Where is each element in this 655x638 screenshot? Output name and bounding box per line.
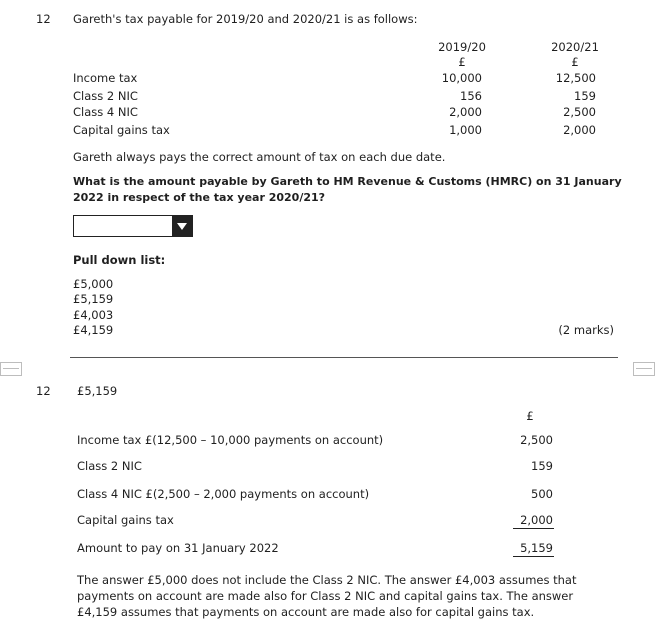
row-label-class2: Class 2 NIC (73, 89, 138, 103)
pulldown-heading: Pull down list: (73, 253, 166, 267)
answer-row-label: Class 4 NIC £(2,500 – 2,000 payments on account) (77, 487, 370, 501)
section-divider (70, 357, 618, 358)
row-value-2020-class2: 159 (574, 89, 596, 103)
row-label-income-tax: Income tax (73, 71, 138, 85)
answer-total-amount: 5,159 (520, 541, 553, 555)
right-gutter-marker (633, 362, 655, 376)
question-intro: Gareth's tax payable for 2019/20 and 2020/21 is as follows: (73, 12, 418, 26)
column-year-2019-20: 2019/20 (438, 40, 486, 54)
row-label-class4: Class 4 NIC (73, 105, 138, 119)
subtotal-underline (513, 528, 554, 529)
answer-currency: £ (526, 409, 534, 423)
question-prompt-line2: 2022 in respect of the tax year 2020/21? (73, 191, 326, 204)
row-value-2020-class4: 2,500 (563, 105, 596, 119)
explanation-line2: payments on account are made also for Class 2 NIC and capital gains tax. The answer (77, 589, 574, 603)
marks: (2 marks) (558, 323, 614, 337)
explanation-line3: £4,159 assumes that payments on account are made also for capital gains tax. (77, 605, 535, 619)
column-unit-2019-20: £ (458, 55, 466, 69)
total-underline (513, 556, 554, 557)
answer-row-amount: 2,500 (520, 433, 553, 447)
column-year-2020-21: 2020/21 (551, 40, 599, 54)
question-prompt-line1: What is the amount payable by Gareth to HM Revenue & Customs (HMRC) on 31 January (73, 175, 622, 188)
row-value-2019-class4: 2,000 (449, 105, 482, 119)
answer-row-label: Capital gains tax (77, 513, 174, 527)
answer-row-amount: 2,000 (520, 513, 553, 527)
row-value-2019-cgt: 1,000 (449, 123, 482, 137)
question-note: Gareth always pays the correct amount of tax on each due date. (73, 150, 446, 164)
answer-row-label: Income tax £(12,500 – 10,000 payments on account) (77, 433, 384, 447)
pulldown-option: £4,159 (73, 323, 114, 337)
pulldown-option: £5,159 (73, 292, 114, 306)
answer-number: 12 (36, 384, 51, 398)
explanation-line1: The answer £5,000 does not include the Class 2 NIC. The answer £4,003 assumes that (77, 573, 577, 587)
left-gutter-marker (0, 362, 22, 376)
answer-total-label: Amount to pay on 31 January 2022 (77, 541, 279, 555)
answer-row-amount: 159 (531, 459, 553, 473)
answer-value: £5,159 (77, 384, 118, 398)
row-label-cgt: Capital gains tax (73, 123, 170, 137)
chevron-down-icon[interactable] (172, 216, 192, 236)
row-value-2020-cgt: 2,000 (563, 123, 596, 137)
row-value-2019-class2: 156 (460, 89, 482, 103)
answer-dropdown[interactable] (73, 215, 193, 237)
pulldown-option: £5,000 (73, 277, 114, 291)
question-number: 12 (36, 12, 51, 26)
row-value-2019-income-tax: 10,000 (441, 71, 482, 85)
column-unit-2020-21: £ (571, 55, 579, 69)
answer-row-label: Class 2 NIC (77, 459, 142, 473)
answer-row-amount: 500 (531, 487, 553, 501)
row-value-2020-income-tax: 12,500 (555, 71, 596, 85)
pulldown-option: £4,003 (73, 308, 114, 322)
